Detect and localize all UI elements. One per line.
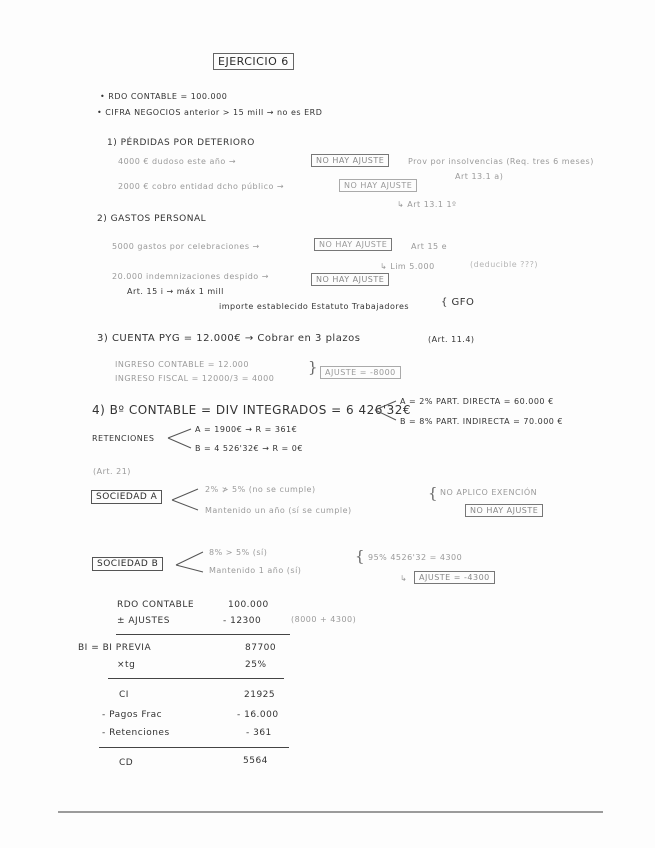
calc-ci-label: CI [119, 690, 129, 700]
calc-ci-value: 21925 [244, 690, 276, 700]
sa-line1: 2% ≯ 5% (no se cumple) [205, 485, 316, 494]
s4-ret-b: B = 4 526'32€ → R = 0€ [195, 444, 303, 453]
calc-retenciones-value: - 361 [246, 728, 272, 738]
bullet-cifra-negocios: • CIFRA NEGOCIOS anterior > 15 mill → no es ERD [97, 108, 323, 117]
calc-tg-label: ×tg [117, 660, 136, 670]
sa-brace: { [428, 484, 438, 502]
s2-line2-art: Art. 15 i → máx 1 mill [127, 287, 224, 296]
calc-ajustes-label: ± AJUSTES [117, 616, 170, 626]
calc-ajustes-value: - 12300 [223, 616, 262, 626]
sociedad-a-label: SOCIEDAD A [91, 490, 162, 504]
calc-bi-label: BI = BI PREVIA [78, 643, 152, 653]
sa-note: NO APLICO EXENCIÓN [440, 488, 538, 497]
sb-line1: 8% > 5% (sí) [209, 548, 268, 557]
calc-ajustes-note: (8000 + 4300) [291, 615, 357, 624]
calc-cd-label: CD [119, 758, 134, 768]
calc-bi-value: 87700 [245, 643, 277, 653]
calc-tg-value: 25% [245, 660, 267, 670]
s1-line2-art: ↳ Art 13.1 1º [397, 200, 457, 209]
section4-heading: 4) Bº CONTABLE = DIV INTEGRADOS = 6 426'32€ [92, 403, 412, 417]
s4-split-arrow [375, 401, 396, 420]
s4-a-part: A = 2% PART. DIRECTA = 60.000 € [400, 397, 554, 406]
s2-line2-box: NO HAY AJUSTE [311, 273, 389, 286]
s2-line1: 5000 gastos por celebraciones → [112, 242, 260, 251]
s1-line1-note: Prov por insolvencias (Req. tres 6 meses) [408, 157, 594, 166]
page-bottom-edge [58, 811, 603, 813]
sb-arrow: ↳ [400, 574, 408, 583]
s1-line1: 4000 € dudoso este año → [118, 157, 237, 166]
s3-brace: } [308, 358, 318, 376]
section2-heading: 2) GASTOS PERSONAL [97, 214, 207, 224]
retenciones-split-arrow [168, 429, 191, 448]
s1-line2: 2000 € cobro entidad dcho público → [118, 182, 285, 191]
section3-heading: 3) CUENTA PYG = 12.000€ → Cobrar en 3 plazos [97, 333, 361, 344]
s1-line1-box: NO HAY AJUSTE [311, 154, 389, 167]
sb-box: AJUSTE = -4300 [414, 571, 495, 584]
s2-line2: 20.000 indemnizaciones despido → [112, 272, 269, 281]
sb-split-arrow [176, 552, 203, 572]
calc-rdo-label: RDO CONTABLE [117, 600, 195, 610]
s4-ret-a: A = 1900€ → R = 361€ [195, 425, 298, 434]
s1-line1-art: Art 13.1 a) [455, 172, 504, 181]
s3-box: AJUSTE = -8000 [320, 366, 401, 379]
s4-b-part: B = 8% PART. INDIRECTA = 70.000 € [400, 417, 564, 426]
s2-line1-art: Art 15 e [411, 242, 448, 251]
calc-pagos-value: - 16.000 [237, 710, 279, 720]
sa-box: NO HAY AJUSTE [465, 504, 543, 517]
s2-line2-ref: { GFO [441, 297, 475, 308]
s2-line1-limit: ↳ Lim 5.000 [380, 262, 435, 271]
s2-line1-faint: (deducible ???) [470, 260, 539, 269]
s2-line2-imp: importe establecido Estatuto Trabajadores [219, 302, 410, 311]
s3-line1: INGRESO CONTABLE = 12.000 [115, 360, 249, 369]
s4-retenciones: RETENCIONES [92, 434, 155, 443]
calc-retenciones-label: - Retenciones [102, 728, 170, 738]
section1-heading: 1) PÉRDIDAS POR DETERIORO [107, 138, 255, 148]
sa-split-arrow [172, 489, 198, 510]
rdo-contable-text: RDO CONTABLE = 100.000 [108, 92, 228, 101]
s1-line2-box: NO HAY AJUSTE [339, 179, 417, 192]
sb-brace: { [355, 547, 365, 565]
calc-rdo-value: 100.000 [228, 600, 269, 610]
calc-cd-value: 5564 [243, 756, 268, 766]
bullet-rdo-contable: • RDO CONTABLE = 100.000 [100, 92, 228, 101]
sb-note: 95% 4526'32 = 4300 [368, 553, 463, 562]
calc-pagos-label: - Pagos Frac [102, 710, 163, 720]
cifra-negocios-text: CIFRA NEGOCIOS anterior > 15 mill → no es ERD [105, 108, 323, 117]
exercise-title: EJERCICIO 6 [213, 53, 294, 70]
sociedad-b-label: SOCIEDAD B [92, 557, 163, 571]
sb-line2: Mantenido 1 año (sí) [209, 566, 302, 575]
s2-line1-box: NO HAY AJUSTE [314, 238, 392, 251]
sa-line2: Mantenido un año (sí se cumple) [205, 506, 352, 515]
s3-line2: INGRESO FISCAL = 12000/3 = 4000 [115, 374, 275, 383]
s4-art: (Art. 21) [93, 467, 131, 476]
s3-art: (Art. 11.4) [428, 335, 475, 344]
